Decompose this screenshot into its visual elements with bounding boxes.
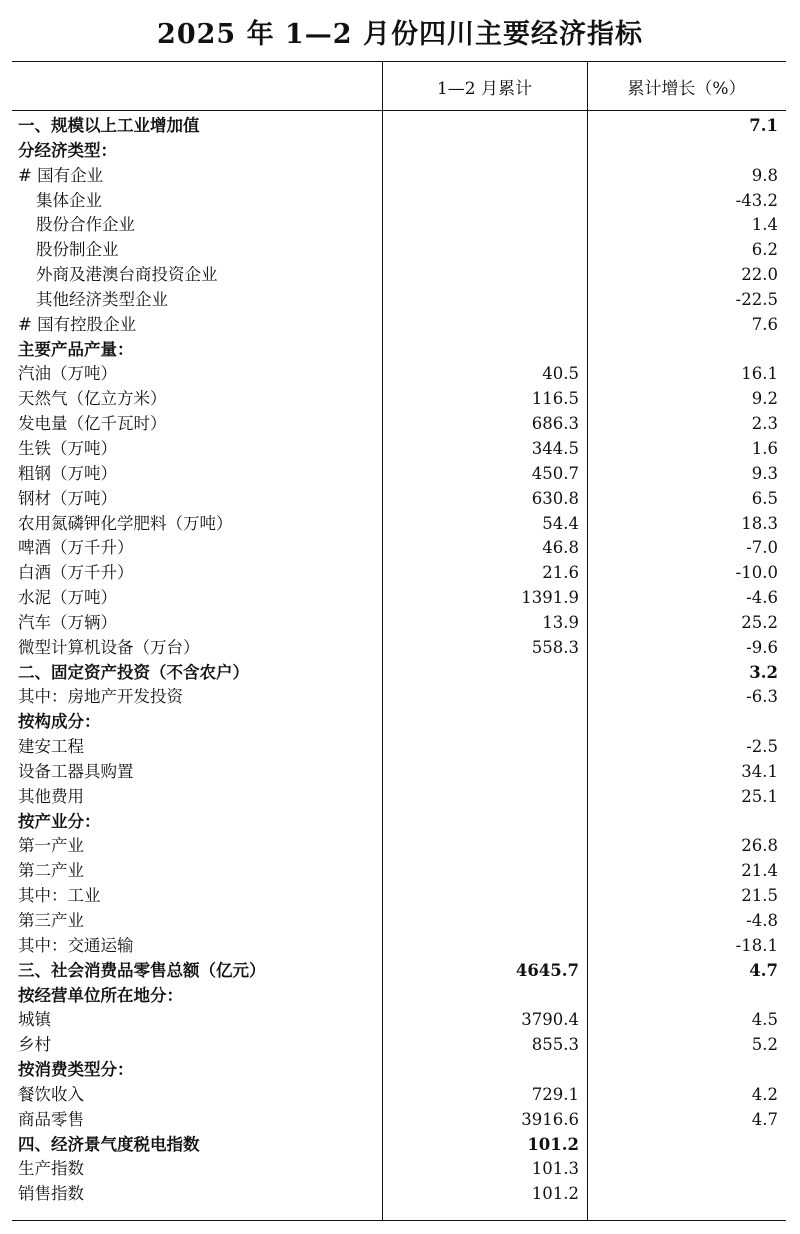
- row-label: 主要产品产量：: [18, 339, 134, 359]
- column-header-growth: 累计增长（%）: [627, 79, 746, 99]
- row-label: # 国有控股企业: [18, 314, 137, 334]
- growth-value: 5.2: [751, 1035, 778, 1055]
- table-row: [12, 1008, 786, 1033]
- table-row: [12, 785, 786, 810]
- row-label: 其他费用: [18, 786, 84, 806]
- growth-value: 3.2: [749, 662, 778, 682]
- growth-value: -10.0: [735, 563, 778, 583]
- cumulative-value: 101.2: [527, 1134, 579, 1154]
- row-label: 天然气（亿立方米）: [18, 389, 167, 409]
- growth-value: 2.3: [751, 414, 778, 434]
- row-label: 四、经济景气度税电指数: [18, 1134, 200, 1154]
- cumulative-value: 101.3: [531, 1159, 579, 1179]
- growth-value: 26.8: [741, 836, 778, 856]
- row-label: 其中：房地产开发投资: [18, 687, 183, 707]
- growth-value: 7.6: [751, 314, 778, 334]
- row-label: 城镇: [18, 1010, 51, 1030]
- table-row: [12, 238, 786, 263]
- growth-value: -9.6: [746, 637, 778, 657]
- table-row: [12, 338, 786, 363]
- growth-value: 9.8: [751, 165, 778, 185]
- table-row: [12, 834, 786, 859]
- table-top-rule: [12, 61, 786, 62]
- growth-value: -6.3: [746, 687, 778, 707]
- cumulative-value: 1391.9: [521, 588, 579, 608]
- growth-value: 4.5: [751, 1010, 778, 1030]
- column-header-cumulative: 1—2 月累计: [436, 79, 533, 99]
- cumulative-value: 3916.6: [521, 1109, 579, 1129]
- row-label: # 国有企业: [18, 165, 104, 185]
- growth-value: 22.0: [741, 265, 778, 285]
- row-label: 啤酒（万千升）: [18, 538, 134, 558]
- row-label: 一、规模以上工业增加值: [18, 116, 200, 135]
- table-row: [12, 984, 786, 1009]
- cumulative-value: 13.9: [542, 612, 579, 632]
- table-row: [12, 959, 786, 984]
- row-label: 汽车（万辆）: [18, 612, 117, 632]
- growth-value: -22.5: [735, 289, 778, 309]
- row-label: 餐饮收入: [18, 1084, 84, 1104]
- row-label: 其中：交通运输: [18, 935, 134, 955]
- row-label: 生铁（万吨）: [18, 438, 117, 458]
- table-row: [12, 760, 786, 785]
- growth-value: 21.5: [741, 886, 778, 906]
- table-row: [12, 213, 786, 238]
- page-title: 2025 年 1—2 月份四川主要经济指标: [157, 19, 643, 50]
- row-label: 销售指数: [18, 1184, 84, 1204]
- row-label: 设备工器具购置: [18, 761, 134, 781]
- cumulative-value: 3790.4: [521, 1010, 579, 1030]
- table-row: [12, 1033, 786, 1058]
- row-label: 其中：工业: [18, 886, 101, 906]
- table-row: [12, 859, 786, 884]
- growth-value: -18.1: [735, 935, 778, 955]
- table-row: [12, 437, 786, 462]
- row-label: 农用氮磷钾化学肥料（万吨）: [18, 513, 233, 533]
- table-row: [12, 934, 786, 959]
- row-label: 商品零售: [18, 1109, 84, 1129]
- growth-value: -4.6: [746, 588, 778, 608]
- table-row: [12, 263, 786, 288]
- row-label: 分经济类型：: [18, 140, 117, 160]
- table-row: [12, 1157, 786, 1182]
- row-label: 发电量（亿千瓦时）: [18, 414, 167, 434]
- table-row: [12, 1083, 786, 1108]
- cumulative-value: 101.2: [531, 1184, 579, 1204]
- growth-value: 18.3: [741, 513, 778, 533]
- table-row: [12, 412, 786, 437]
- cumulative-value: 450.7: [531, 463, 579, 483]
- row-label: 按构成分：: [18, 712, 101, 732]
- table-row: [12, 884, 786, 909]
- table-row: [12, 909, 786, 934]
- table-row: [12, 1133, 786, 1158]
- table-row: [12, 362, 786, 387]
- cumulative-value: 344.5: [531, 438, 579, 458]
- row-label: 按经营单位所在地分：: [18, 985, 183, 1005]
- table-row: [12, 114, 786, 139]
- table-row: [12, 636, 786, 661]
- cumulative-value: 4645.7: [515, 960, 579, 980]
- table-row: [12, 139, 786, 164]
- table-row: [12, 685, 786, 710]
- cumulative-value: 729.1: [531, 1084, 579, 1104]
- row-label: 二、固定资产投资（不含农户）: [18, 662, 249, 682]
- growth-value: 16.1: [741, 364, 778, 384]
- table-row: [12, 387, 786, 412]
- growth-value: 6.5: [751, 488, 778, 508]
- row-label: 乡村: [18, 1035, 51, 1055]
- row-label: 第三产业: [18, 911, 84, 930]
- table-row: [12, 487, 786, 512]
- table-row: [12, 710, 786, 735]
- table-row: [12, 462, 786, 487]
- table-row: [12, 512, 786, 537]
- growth-value: 9.2: [751, 389, 778, 409]
- row-label: 股份合作企业: [36, 215, 135, 235]
- cumulative-value: 21.6: [542, 563, 579, 583]
- growth-value: 1.6: [751, 438, 778, 458]
- table-bottom-rule: [12, 1220, 786, 1221]
- row-label: 粗钢（万吨）: [18, 463, 117, 483]
- table-row: [12, 189, 786, 214]
- table-row: [12, 810, 786, 835]
- cumulative-value: 855.3: [531, 1035, 579, 1055]
- cumulative-value: 40.5: [542, 364, 579, 384]
- growth-value: 4.7: [751, 1109, 778, 1129]
- growth-value: -7.0: [746, 538, 778, 558]
- table-row: [12, 164, 786, 189]
- table-row: [12, 1058, 786, 1083]
- row-label: 汽油（万吨）: [18, 364, 117, 384]
- cumulative-value: 116.5: [531, 389, 579, 409]
- growth-value: 1.4: [751, 215, 778, 235]
- growth-value: 4.2: [751, 1084, 778, 1104]
- row-label: 第二产业: [18, 861, 84, 881]
- table-row: [12, 313, 786, 338]
- table-row: [12, 735, 786, 760]
- table-row: [12, 611, 786, 636]
- growth-value: 21.4: [741, 861, 778, 881]
- row-label: 按产业分：: [18, 811, 101, 831]
- row-label: 建安工程: [18, 737, 84, 757]
- row-label: 第一产业: [18, 836, 84, 856]
- growth-value: 4.7: [749, 960, 778, 980]
- table-row: [12, 1182, 786, 1207]
- table-row: [12, 586, 786, 611]
- table-row: [12, 536, 786, 561]
- table-header-rule: [12, 110, 786, 111]
- cumulative-value: 686.3: [531, 414, 579, 434]
- table-row: [12, 661, 786, 686]
- table-row: [12, 1108, 786, 1133]
- growth-value: 25.2: [741, 612, 778, 632]
- cumulative-value: 46.8: [542, 538, 579, 558]
- row-label: 股份制企业: [36, 240, 119, 260]
- row-label: 生产指数: [18, 1159, 84, 1179]
- growth-value: -43.2: [735, 190, 778, 210]
- row-label: 按消费类型分：: [18, 1060, 134, 1080]
- row-label: 白酒（万千升）: [18, 563, 134, 583]
- row-label: 其他经济类型企业: [36, 289, 168, 309]
- row-label: 集体企业: [36, 190, 102, 210]
- growth-value: 34.1: [741, 761, 778, 781]
- row-label: 微型计算机设备（万台）: [18, 637, 200, 657]
- row-label: 外商及港澳台商投资企业: [36, 265, 218, 285]
- row-label: 钢材（万吨）: [18, 488, 117, 508]
- table-row: [12, 288, 786, 313]
- table-body: [12, 114, 786, 1207]
- growth-value: 6.2: [751, 240, 778, 260]
- table-row: [12, 561, 786, 586]
- growth-value: 25.1: [741, 786, 778, 806]
- cumulative-value: 630.8: [531, 488, 579, 508]
- cumulative-value: 54.4: [542, 513, 579, 533]
- row-label: 水泥（万吨）: [18, 588, 117, 608]
- growth-value: -2.5: [746, 737, 778, 757]
- row-label: 三、社会消费品零售总额（亿元）: [18, 960, 266, 980]
- cumulative-value: 558.3: [531, 637, 579, 657]
- growth-value: -4.8: [746, 911, 778, 930]
- growth-value: 9.3: [751, 463, 778, 483]
- growth-value: 7.1: [749, 116, 778, 135]
